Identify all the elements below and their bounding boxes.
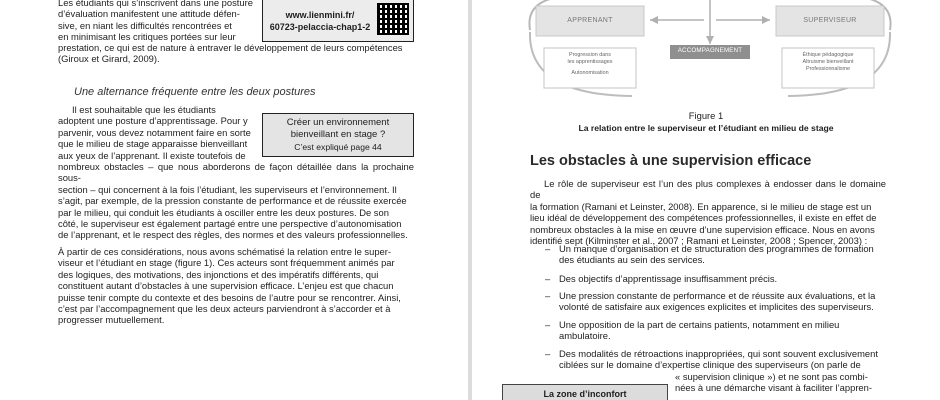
text-line: Le rôle de superviseur est l’un des plus complexes à endosser dans le domaine de [530,178,886,201]
text-line: des étudiants au sein des services. [559,254,705,266]
text-line: Une opposition de la part de certains patients, notamment en milieu [559,319,840,330]
callout-line-1: Créer un environnement [286,117,390,128]
bullet-dash-icon: – [545,290,551,301]
link-line-2: 60723-pelaccia-chap1-2 [269,22,371,32]
text-line: section – qui concernent à la fois l’étudiant, les superviseurs et l’environnement. Il [58,183,397,195]
callout-page-ref: C’est expliqué page 44 [294,142,382,152]
text-line: nombreux obstacles – que nous aborderons de façon détaillée dans la prochaine sous- [58,161,414,184]
list-item: les apprentissages [567,59,613,65]
list-item: Progression dans [569,52,611,58]
text-line: Il est souhaitable que les étudiants [72,104,216,115]
link-text [267,9,373,33]
text-line: Les étudiants qui s’inscrivent dans une posture [58,0,253,8]
text-line: adoptent une posture d’apprentissage. Pour y [58,115,248,127]
inconfort-title: La zone d’inconfort [543,389,627,399]
paragraph-intro [530,178,886,246]
text-line: « supervision clinique ») et ne sont pas combi- [675,370,868,382]
text-line: aux yeux de l’apprenant. Il existe toutefois de [58,149,246,161]
text-line: s’agit, par exemple, de la pression constante de performance et de réussite exercée [58,195,407,207]
text-line: viseur et l’étudiant en stage (figure 1). Ces acteurs sont fréquemment animés par [58,257,395,269]
accompagnement-label: ACCOMPAGNEMENT [677,47,743,54]
list-item: Autonomisation [571,70,609,76]
superviseur-label: SUPERVISEUR [803,17,857,24]
apprenant-label: APPRENANT [567,17,613,24]
text-line: Une pression constante de performance et de réussite aux évaluations, et la [559,290,876,301]
bullet-item-1 [545,243,886,266]
text-line: À partir de ces considérations, nous avons schématisé la relation entre le super- [58,246,391,257]
text-line: identifié sept (Kilminster et al., 2007 ; Ramani et Leinster, 2008 ; Spencer, 2003) : [530,235,868,247]
list-item: Altruisme bienveillant [802,59,854,65]
text-line: (Giroux et Girard, 2009). [58,53,160,65]
bullet-dash-icon: – [545,273,551,284]
paragraph-schema [58,246,414,326]
callout-box[interactable] [262,113,414,157]
arrow-down-head-icon [706,36,714,44]
list-item: Professionnalisme [805,66,851,72]
paragraph-alternance-top [58,104,256,161]
text-line: ambulatoire. [559,330,611,342]
arrow-right-head-icon [762,16,770,24]
right-page [472,0,940,400]
text-line: progresser mutuellement. [58,314,165,326]
bullet-dash-icon: – [545,348,551,359]
section-heading: Une alternance fréquente entre les deux postures [74,86,316,98]
bullet-item-4 [545,319,886,342]
paragraph-posture-evaluation-top [58,0,256,43]
paragraph-alternance-bottom [58,161,414,241]
text-line: volonté de satisfaire aux exigences explicites et implicites des superviseurs. [559,301,874,313]
text-line: lieu idéal de développement des compétences professionnelles, il existe en effet de [530,212,877,224]
text-line: nombreux obstacles à la mise en œuvre d’une supervision efficace. Nous en avons [530,223,875,235]
bullet-dash-icon: – [545,319,551,330]
bullet-dash-icon: – [545,243,551,254]
callout-line-2: bienveillant en stage ? [290,129,386,140]
figure-label: Figure 1 [688,110,724,121]
text-line: d’évaluation manifestent une attitude défen- [58,8,240,20]
qr-code-icon[interactable] [377,3,409,35]
callout-text [263,114,413,153]
text-line: nées à une démarche visant à faciliter l’appren- [675,382,872,394]
text-line: Un manque d’organisation et de structuration des programmes de formation [559,243,874,254]
text-line: sive, en niant les difficultés rencontrées et [58,19,232,31]
text-line: parvenir, vous devez notamment faire en sorte [58,126,251,138]
left-page [0,0,468,400]
list-item: Éthique pédagogique [802,52,854,58]
text-line: c’est par l’accompagnement que les deux acteurs parviendront à s’accorder et à [58,303,391,315]
text-line: Des objectifs d’apprentissage insuffisamment précis. [559,273,778,284]
text-line: puisse tenir compte du contexte et des besoins de l’autre pour se rencontrer. Ainsi, [58,291,401,303]
section-title: Les obstacles à une supervision efficace [530,153,812,169]
inconfort-box [502,384,668,400]
bullet-item-2 [545,273,886,284]
bullet-item-3 [545,290,886,313]
paragraph-posture-evaluation-bottom [58,42,414,65]
apprenant-list [544,52,636,77]
text-line: ciblées sur le domaine d’expertise clinique des superviseurs (on parle de [559,359,861,371]
superviseur-list [782,52,874,73]
text-line: que le milieu de stage apparaisse bienveillant [58,138,248,150]
text-line: constituent autant d’obstacles à une supervision efficace. L’enjeu est que chacun [58,280,394,292]
text-line: la formation (Ramani et Leinster, 2008). En apparence, si le milieu de stage est un [530,200,872,212]
text-line: Des modalités de rétroactions inappropriées, qui sont souvent exclusivement [559,348,878,359]
text-line: de l’apprenant, et le respect des règles, des normes et des valeurs professionnelles. [58,229,408,241]
text-line: côté, le superviseur est également partagé entre une perspective d’autonomisation [58,218,402,230]
text-line: en minimisant les critiques portées sur leur [58,31,236,43]
link-box[interactable] [262,0,414,42]
figure-caption: La relation entre le superviseur et l’étudiant en milieu de stage [578,123,834,133]
link-line-1: www.lienmini.fr/ [285,10,355,20]
text-line: prestation, ce qui est de nature à entraver le développement de leurs compétences [58,42,403,53]
arrow-left-head-icon [650,16,658,24]
text-line: des logiques, des motivations, des injonctions et des impératifs différents, qui [58,268,379,280]
text-line: par le milieu, qui conduit les étudiants à osciller entre les deux postures. De son [58,206,389,218]
